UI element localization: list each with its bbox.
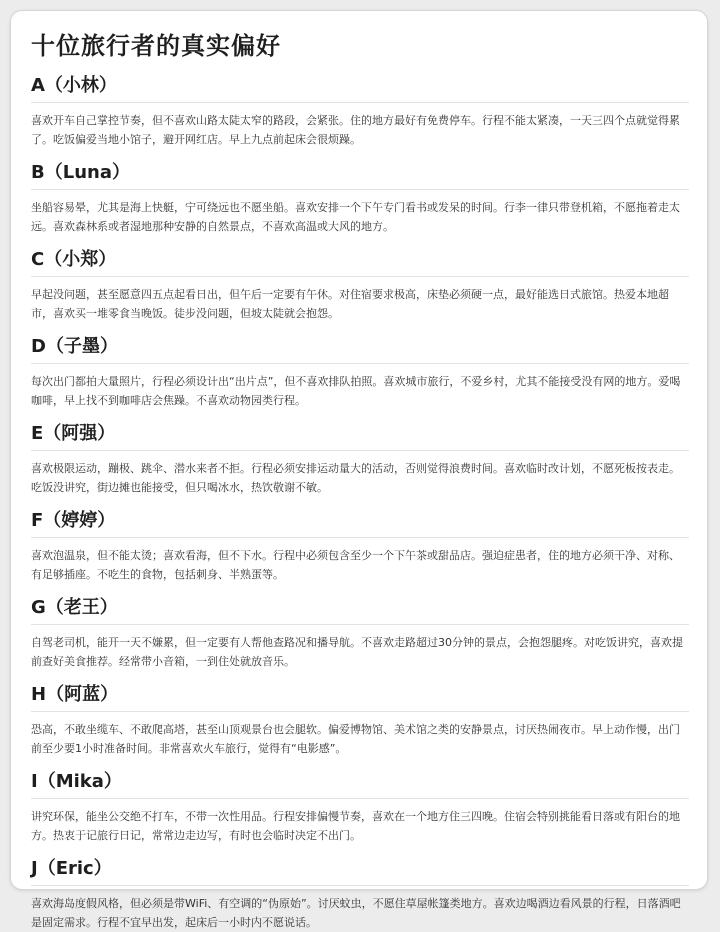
page-title: 十位旅行者的真实偏好 (31, 32, 281, 60)
traveler-description: 早起没问题，甚至愿意四五点起看日出，但午后一定要有午休。对住宿要求极高，床垫必须硬一点，最好能选日式旅馆。热爱本地超市，喜欢买一堆零食当晚饭。徒步没问题，但坡太陡就会抱怨。 (31, 288, 669, 320)
content-card (10, 10, 708, 929)
traveler-heading: F（婷婷） (31, 508, 689, 538)
traveler-section-d (31, 334, 689, 410)
traveler-section-f (31, 508, 689, 584)
traveler-section-e (31, 421, 689, 497)
traveler-description: 讲究环保，能坐公交绝不打车，不带一次性用品。行程安排偏慢节奏，喜欢在一个地方住三四晚。住宿会特别挑能看日落或有阳台的地方。热衷于记旅行日记，常常边走边写，有时也会临时决定不出门。 (31, 810, 680, 842)
traveler-description: 自驾老司机，能开一天不嫌累，但一定要有人帮他查路况和播导航。不喜欢走路超过30分钟的景点，会抱怨腿疼。对吃饭讲究，喜欢提前查好美食推荐。经常带小音箱，一到住处就放音乐。 (31, 636, 683, 668)
traveler-description: 喜欢泡温泉，但不能太烫；喜欢看海，但不下水。行程中必须包含至少一个下午茶或甜品店。强迫症患者，住的地方必须干净、对称、有足够插座。不吃生的食物，包括刺身、半熟蛋等。 (31, 549, 680, 581)
traveler-heading: B（Luna） (31, 160, 689, 190)
traveler-section-j (31, 856, 689, 932)
traveler-heading: C（小郑） (31, 247, 689, 277)
traveler-section-a (31, 73, 689, 149)
traveler-heading: J（Eric） (31, 856, 689, 886)
traveler-section-b (31, 160, 689, 236)
traveler-heading: A（小林） (31, 73, 689, 103)
traveler-description: 坐船容易晕，尤其是海上快艇，宁可绕远也不愿坐船。喜欢安排一个下午专门看书或发呆的时间。行李一律只带登机箱，不愿拖着走太远。喜欢森林系或者湿地那种安静的自然景点，不喜欢高温或大风的地方。 (31, 201, 680, 233)
traveler-heading: I（Mika） (31, 769, 689, 799)
traveler-heading: E（阿强） (31, 421, 689, 451)
traveler-description: 恐高，不敢坐缆车、不敢爬高塔，甚至山顶观景台也会腿软。偏爱博物馆、美术馆之类的安静景点，讨厌热闹夜市。早上动作慢，出门前至少要1小时准备时间。非常喜欢火车旅行，觉得有“电影感”。 (31, 723, 680, 755)
traveler-description: 喜欢海岛度假风格，但必须是带WiFi、有空调的“伪原始”。讨厌蚊虫，不愿住草屋帐篷类地方。喜欢边喝酒边看风景的行程，日落酒吧是固定需求。行程不宜早出发，起床后一小时内不愿说话。 (31, 897, 681, 929)
traveler-section-c (31, 247, 689, 323)
traveler-section-g (31, 595, 689, 671)
traveler-description: 喜欢开车自己掌控节奏，但不喜欢山路太陡太窄的路段，会紧张。住的地方最好有免费停车。行程不能太紧凑，一天三四个点就觉得累了。吃饭偏爱当地小馆子，避开网红店。早上九点前起床会很烦躁。 (31, 114, 680, 146)
traveler-description: 喜欢极限运动，蹦极、跳伞、潜水来者不拒。行程必须安排运动量大的活动，否则觉得浪费时间。喜欢临时改计划，不愿死板按表走。吃饭没讲究，街边摊也能接受，但只喝冰水，热饮敬谢不敏。 (31, 462, 680, 494)
traveler-heading: D（子墨） (31, 334, 689, 364)
traveler-heading: H（阿蓝） (31, 682, 689, 712)
traveler-description: 每次出门都拍大量照片，行程必须设计出“出片点”，但不喜欢排队拍照。喜欢城市旅行，不爱乡村，尤其不能接受没有网的地方。爱喝咖啡，早上找不到咖啡店会焦躁。不喜欢动物园类行程。 (31, 375, 681, 407)
traveler-section-i (31, 769, 689, 845)
traveler-heading: G（老王） (31, 595, 689, 625)
traveler-section-h (31, 682, 689, 758)
